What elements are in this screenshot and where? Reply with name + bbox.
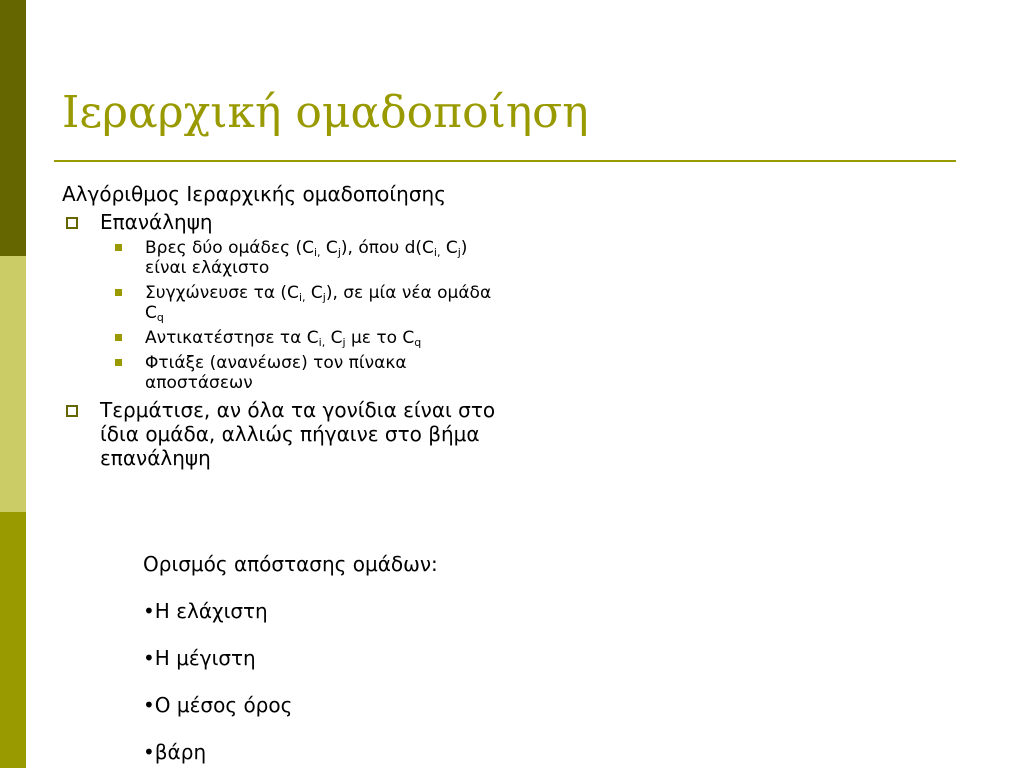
step1-text-a: Βρες δύο ομάδες (C	[145, 238, 314, 258]
terminate-line-3: επανάληψη	[100, 446, 211, 470]
sidebar-stripe-light	[0, 256, 26, 512]
step2-text-f: C	[145, 303, 157, 323]
step1-sub-i: i,	[313, 246, 321, 259]
title-underline	[54, 160, 956, 162]
step3-text-e: με το C	[345, 328, 415, 348]
step3-text-c: C	[325, 328, 343, 348]
square-bullet-icon	[115, 334, 122, 341]
step3-sub-j: j	[342, 336, 346, 349]
step1-sub-j: j	[337, 246, 341, 259]
distance-definitions	[143, 548, 438, 783]
step-update-matrix	[62, 353, 642, 393]
step2-text-e: ), σε μία νέα ομάδα	[325, 283, 492, 303]
step3-text-a: Αντικατέστησε τα C	[145, 328, 319, 348]
step1-text-i: )	[460, 238, 468, 258]
step-find-min-pair	[62, 238, 642, 278]
slide-title: Ιεραρχική ομαδοποίηση	[62, 87, 589, 138]
step-merge	[62, 283, 642, 323]
distance-item-weights: •βάρη	[143, 740, 207, 764]
bullet-repeat	[62, 210, 642, 234]
step2-text-c: C	[305, 283, 323, 303]
step1-sub-j2: j	[457, 246, 461, 259]
step3-sub-q: q	[414, 336, 422, 349]
step1-text-g: C	[440, 238, 458, 258]
bullet-repeat-label: Επανάληψη	[100, 210, 213, 234]
distance-item-max: •Η μέγιστη	[143, 646, 256, 670]
step4-text-a: Φτιάξε (ανανέωσε) τον πίνακα	[145, 353, 407, 373]
hollow-square-bullet-icon	[66, 405, 78, 417]
step1-text-c: C	[320, 238, 338, 258]
square-bullet-icon	[115, 359, 122, 366]
slide-body	[62, 180, 642, 474]
step2-sub-q: q	[156, 311, 164, 324]
algorithm-heading: Αλγόριθμος Ιεραρχικής ομαδοποίησης	[62, 182, 446, 206]
step-replace	[62, 328, 642, 348]
distance-item-min: •Η ελάχιστη	[143, 599, 268, 623]
step2-sub-i: i,	[298, 291, 306, 304]
distance-heading: Ορισμός απόστασης ομάδων:	[143, 552, 438, 576]
square-bullet-icon	[115, 289, 122, 296]
step1-text-j: είναι ελάχιστο	[145, 258, 270, 278]
repeat-steps	[62, 238, 642, 393]
step1-sub-i2: i,	[433, 246, 441, 259]
hollow-square-bullet-icon	[66, 217, 78, 229]
step2-text-a: Συγχώνευσε τα (C	[145, 283, 299, 303]
distance-item-average: •Ο μέσος όρος	[143, 693, 293, 717]
step3-sub-i: i,	[318, 336, 326, 349]
bullet-terminate	[62, 398, 642, 470]
terminate-line-2: ίδια ομάδα, αλλιώς πήγαινε στο βήμα	[100, 422, 480, 446]
sidebar-stripe-olive	[0, 512, 26, 768]
step4-text-b: αποστάσεων	[145, 373, 253, 393]
sidebar-stripe-dark	[0, 0, 26, 256]
step1-text-e: ), όπου d(C	[340, 238, 434, 258]
square-bullet-icon	[115, 244, 122, 251]
terminate-line-1: Τερμάτισε, αν όλα τα γονίδια είναι στο	[100, 398, 496, 422]
step2-sub-j: j	[322, 291, 326, 304]
